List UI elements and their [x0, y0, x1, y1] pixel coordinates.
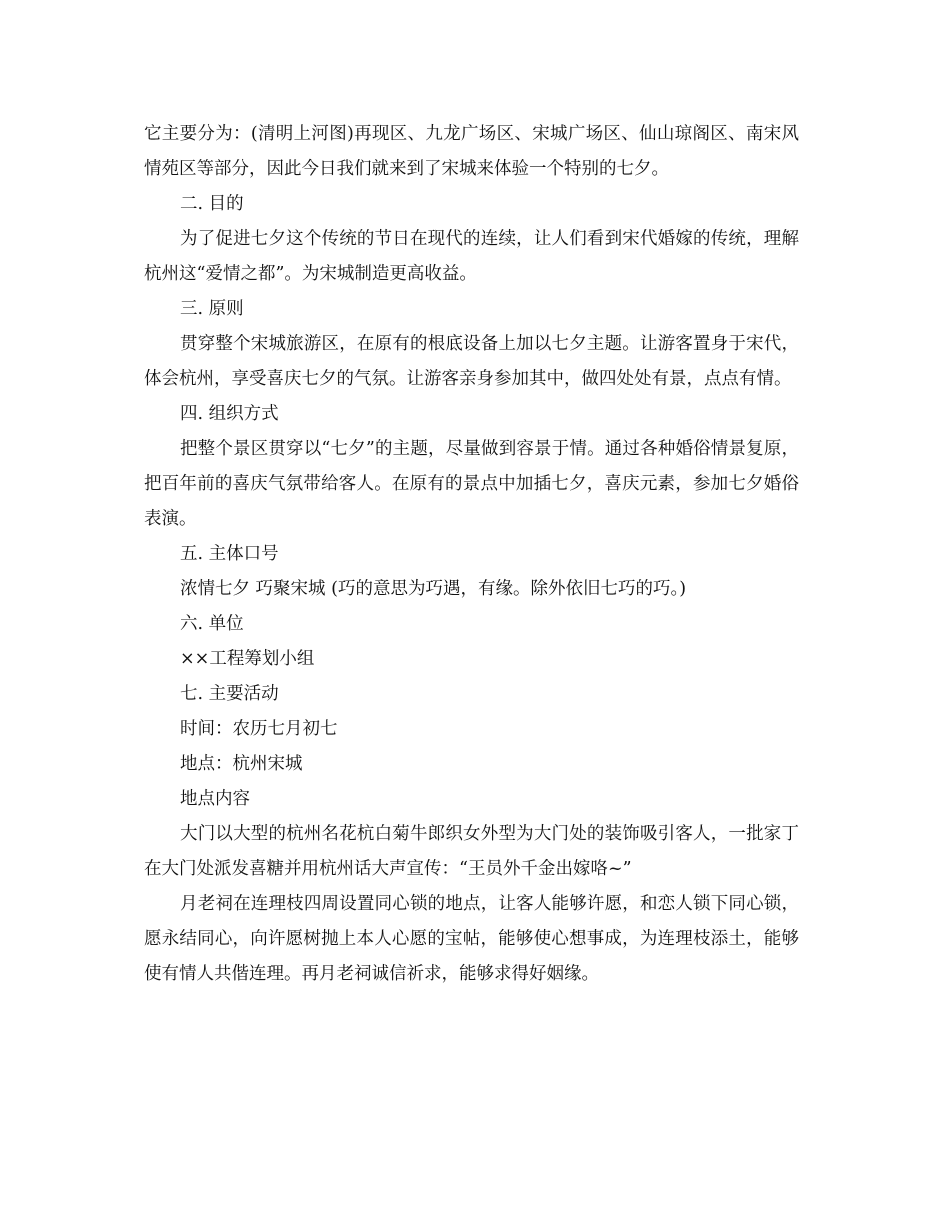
- paragraph: 贯穿整个宋城旅游区，在原有的根底设备上加以七夕主题。让游客置身于宋代，体会杭州，享受喜庆七夕的气氛。让游客亲身参加其中，做四处处有景，点点有情。: [144, 334, 799, 389]
- paragraph: 二. 目的: [180, 194, 244, 214]
- paragraph: 七. 主要活动: [180, 684, 279, 704]
- document-body: [144, 117, 799, 992]
- paragraph: 时间：农历七月初七: [180, 719, 338, 739]
- paragraph: 四. 组织方式: [180, 404, 279, 424]
- paragraph: 大门以大型的杭州名花杭白菊牛郎织女外型为大门处的装饰吸引客人，一批家丁在大门处派发喜糖并用杭州话大声宣传：“王员外千金出嫁咯~”: [144, 824, 799, 879]
- paragraph: 六. 单位: [180, 614, 244, 634]
- paragraph: 地点内容: [180, 789, 250, 809]
- paragraph: 它主要分为：(清明上河图)再现区、九龙广场区、宋城广场区、仙山琼阁区、南宋风情苑区等部分，因此今日我们就来到了宋城来体验一个特别的七夕。: [144, 124, 799, 179]
- paragraph: 为了促进七夕这个传统的节日在现代的连续，让人们看到宋代婚嫁的传统，理解杭州这“爱情之都”。为宋城制造更高收益。: [144, 229, 799, 284]
- paragraph: 浓情七夕 巧聚宋城 (巧的意思为巧遇，有缘。除外依旧七巧的巧。): [180, 579, 687, 599]
- paragraph: 三. 原则: [180, 299, 244, 319]
- paragraph: 把整个景区贯穿以“七夕”的主题，尽量做到容景于情。通过各种婚俗情景复原，把百年前的喜庆气氛带给客人。在原有的景点中加插七夕，喜庆元素，参加七夕婚俗表演。: [144, 439, 799, 529]
- paragraph: 地点：杭州宋城: [180, 754, 303, 774]
- paragraph: 月老祠在连理枝四周设置同心锁的地点，让客人能够许愿，和恋人锁下同心锁，愿永结同心，向许愿树抛上本人心愿的宝帖，能够使心想事成，为连理枝添土，能够使有情人共偕连理。再月老祠诚信祈求，能够求得好姻缘。: [144, 894, 799, 984]
- paragraph: ××工程筹划小组: [180, 649, 315, 669]
- paragraph: 五. 主体口号: [180, 544, 279, 564]
